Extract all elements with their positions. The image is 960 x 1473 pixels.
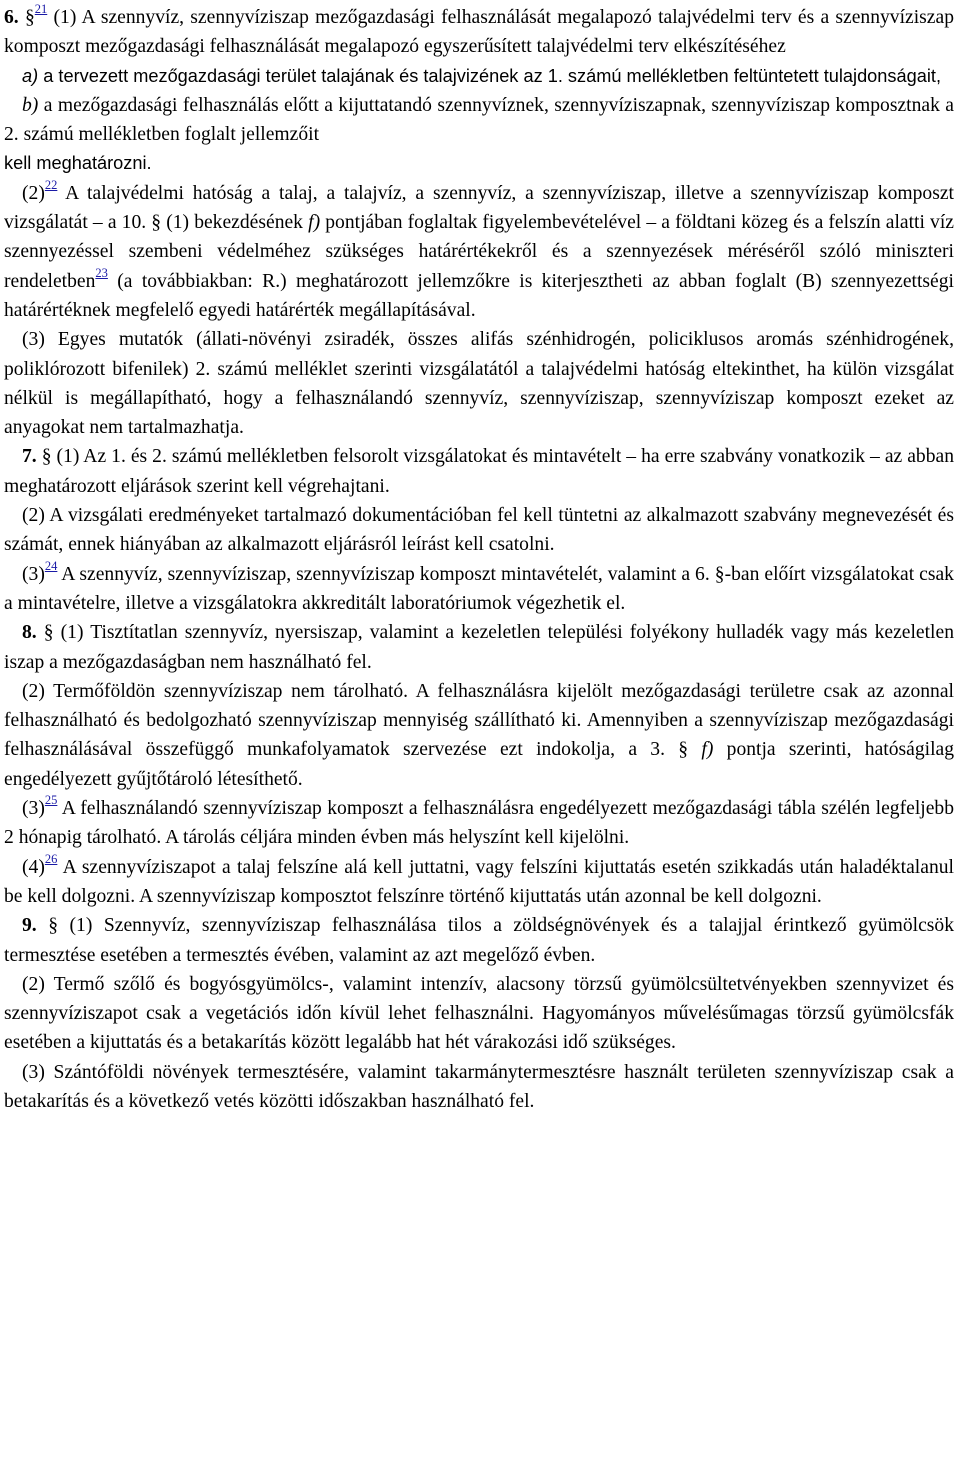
s8-p2-text-1: (2) Termőföldön szennyvíziszap nem tárolható. A felhasználásra kijelölt mezőgazdasági területre csak az azonnal felhasználható és bedolgozható szennyvíziszap mennyiség szállítható ki. Amennyiben a szennyvíziszap mezőgazdasági felhasználásával összefüggő munkafolyamatok szervezése ezt indokolja, a 3. § [4,680,954,761]
footnote-link-23[interactable]: 23 [95,265,108,280]
s8-p3-number: (3) [22,798,45,820]
footnote-link-21[interactable]: 21 [34,2,48,16]
section-6-paragraph-1 [4,3,954,62]
item-a-label: a) [22,65,39,86]
p2-number: (2) [22,182,45,204]
section-6-closing: kell meghatározni. [4,153,152,174]
item-b-text: a mezőgazdasági felhasználás előtt a kijuttatandó szennyvíznek, szennyvíziszapnak, szennyvíziszap komposztnak a 2. számú mellékletben foglalt jellemzőit [4,94,954,146]
footnote-link-26[interactable]: 26 [44,851,58,866]
section-9-paragraph-2: (2) Termő szőlő és bogyósgyümölcs-, valamint intenzív, alacsony törzsű gyümölcsültetvényekben szennyvizet és szennyvíziszapot csak a vegetációs időn kívül lehet felhasználni. Hagyományos művelésűmagas törzsű gyümölcsfák esetében a kijuttatás és a betakarítás között legalább hat hét várakozási idő szükséges. [4,973,954,1054]
section-6-paragraph-3: (3) Egyes mutatók (állati-növényi zsiradék, összes alifás szénhidrogén, policiklusos aromás szénhidrogének, poliklórozott bifenilek) 2. számú melléklet szerinti vizsgálatától a talajvédelmi hatóság eltekinthet, ha külön vizsgálat nélkül is megállapítható, hogy a felhasználandó szennyvíz, szennyvíziszap, szennyvíziszap komposzt ezeket az anyagokat nem tartalmazhatja. [4,329,954,439]
s8-p3-text: A felhasználandó szennyvíziszap komposzt a felhasználásra engedélyezett mezőgazdasági tábla szélén legfeljebb 2 hónapig tárolható. A tárolás céljára minden évben más helyszínt kell kijelölni. [4,798,954,849]
section-9-p1-text: § (1) Szennyvíz, szennyvíziszap felhasználása tilos a zöldségnövények és a talajjal érintkező gyümölcsök termesztése esetében a termesztés évében, valamint az azt megelőző évben. [4,915,954,966]
section-6-sign: § [24,7,35,28]
item-b-label: b) [22,94,39,116]
section-6-paragraph-2 [4,179,954,325]
item-a-text: a tervezett mezőgazdasági terület talajának és talajvizének az 1. számú mellékletben feltüntetett tulajdonságait, [43,65,942,86]
section-7-number: 7. [22,446,37,468]
section-9-paragraph-3: (3) Szántóföldi növények termesztésére, valamint takarmánytermesztésre használt területen szennyvíziszap csak a betakarítás és a következő vetés közötti időszakban használható fel. [4,1061,954,1112]
s8-p2-point-f: f) [701,739,714,761]
s8-p4-number: (4) [22,856,45,878]
section-7-paragraph-1 [4,442,954,501]
section-6-item-b [4,91,954,150]
footnote-link-24[interactable]: 24 [44,558,58,573]
section-8-paragraph-3 [4,794,954,853]
p2-text-2: pontjában foglaltak figyelembevételével – a földtani közeg és a felszín alatti víz szennyezéssel szembeni védelméhez szükséges határértékekről és a szennyezések méréséről szóló miniszteri rendeletben [4,212,954,292]
section-8-number: 8. [22,622,37,644]
footnote-link-25[interactable]: 25 [44,793,58,808]
s7-p3-number: (3) [22,563,45,585]
section-7-p1-text: § (1) Az 1. és 2. számú mellékletben felsorolt vizsgálatokat és mintavételt – ha erre szabvány vonatkozik – az abban meghatározott eljárások szerint kell végrehajtani. [4,446,955,497]
section-8-paragraph-1 [4,618,954,677]
s8-p4-text: A szennyvíziszapot a talaj felszíne alá kell juttatni, vagy felszíni kijuttatás esetén szikkadás után haladéktalanul be kell dolgozni. A szennyvíziszap komposztot felszínre történő kijuttatás után azonnal be kell dolgozni. [4,856,954,907]
s7-p3-text: A szennyvíz, szennyvíziszap, szennyvíziszap komposzt mintavételét, valamint a 6. §-ban előírt vizsgálatokat csak a mintavételre, illetve a vizsgálatokra akkreditált laboratóriumok végezhetik el. [4,563,954,614]
section-6-number: 6. [4,7,19,28]
section-8-paragraph-4 [4,853,954,912]
p2-point-f: f) [308,212,321,234]
section-8-paragraph-2 [4,677,954,794]
section-6-p1-text: (1) A szennyvíz, szennyvíziszap mezőgazdasági felhasználását megalapozó talajvédelmi terv és a szennyvíziszap komposzt mezőgazdasági felhasználását megalapozó egyszerűsített talajvédelmi terv elkészítéséhez [4,7,954,58]
p2-text-3: (a továbbiakban: R.) meghatározott jellemzőkre is kiterjesztheti az abban foglalt (B) szennyezettségi határértéknek megfelelő egyedi határérték megállapításával. [4,270,954,321]
section-9-paragraph-1 [4,911,954,970]
section-8-p1-text: § (1) Tisztítatlan szennyvíz, nyersiszap, valamint a kezeletlen települési folyékony hulladék vagy más kezeletlen iszap a mezőgazdaságban nem használható fel. [4,622,954,673]
section-9-number: 9. [22,915,37,937]
section-6-item-a [4,62,954,91]
section-7-paragraph-3 [4,560,954,619]
footnote-link-22[interactable]: 22 [44,177,58,192]
p2-text-1: A talajvédelmi hatóság a talaj, a talajvíz, a szennyvíz, a szennyvíziszap, illetve a szennyvíziszap komposzt vizsgálatát – a 10. § (1) bekezdésének [4,182,954,234]
s8-p2-text-2: pontja szerinti, hatóságilag engedélyezett gyűjtőtároló létesíthető. [4,739,955,790]
section-7-paragraph-2: (2) A vizsgálati eredményeket tartalmazó dokumentációban fel kell tüntetni az alkalmazott szabvány megnevezését és számát, ennek hiányában az alkalmazott eljárásról leírást kell csatolni. [4,505,954,556]
